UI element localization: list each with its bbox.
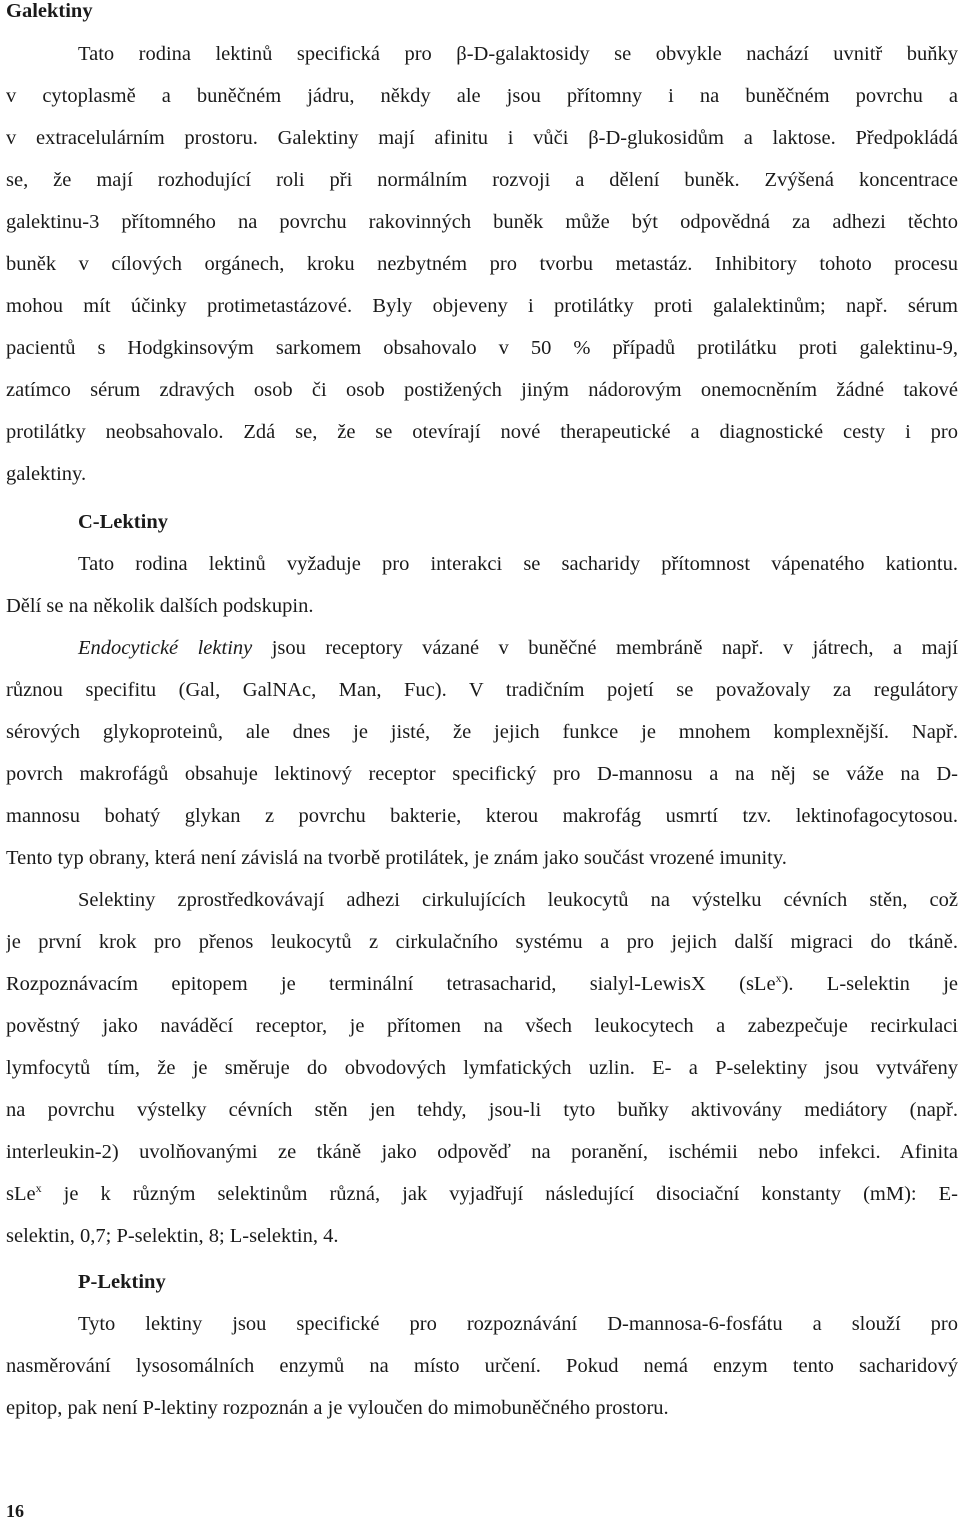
text-line: různou specifitu (Gal, GalNAc, Man, Fuc). V tradičním pojetí se považovaly za regulátory <box>6 679 958 701</box>
text-fragment: jsou receptory vázané v buněčné membráně např. v játrech, a mají <box>252 637 958 659</box>
text-fragment: Rozpoznávacím epitopem je terminální tetrasacharid, sialyl-LewisX (sLe <box>6 973 776 995</box>
paragraph-c-lektiny-intro <box>6 543 958 627</box>
heading-c-lektiny: C-Lektiny <box>78 511 168 533</box>
page-number: 16 <box>6 1501 24 1521</box>
text-line: galektinu-3 přítomného na povrchu rakovinných buněk může být odpovědná za adhezi těchto <box>6 211 958 233</box>
text-fragment: je k různým selektinům různá, jak vyjadřují následující disociační konstanty (mM): E- <box>41 1183 958 1205</box>
text-line: Selektiny zprostředkovávají adhezi cirkulujících leukocytů na výstelku cévních stěn, což <box>78 889 958 911</box>
text-line: povrch makrofágů obsahuje lektinový receptor specifický pro D-mannosu a na něj se váže na D- <box>6 763 958 785</box>
text-line: v extracelulárním prostoru. Galektiny mají afinitu i vůči β-D-glukosidům a laktose. Předpokládá <box>6 127 958 149</box>
text-line: Tyto lektiny jsou specifické pro rozpoznávání D-mannosa-6-fosfátu a slouží pro <box>78 1313 958 1335</box>
text-line: nasměrování lysosomálních enzymů na místo určení. Pokud nemá enzym tento sacharidový <box>6 1355 958 1377</box>
paragraph-galektiny <box>6 33 958 495</box>
text-line: sérových glykoproteinů, ale dnes je jisté, že jejich funkce je mnohem komplexnější. Např. <box>6 721 958 743</box>
text-line: mohou mít účinky protimetastázové. Byly objeveny i protilátky proti galalektinům; např. sérum <box>6 295 958 317</box>
paragraph-endocyticke-lektiny <box>6 627 958 879</box>
text-line: Dělí se na několik dalších podskupin. <box>6 595 314 617</box>
text-line: Tento typ obrany, která není závislá na tvorbě protilátek, je znám jako součást vrozené imunity. <box>6 847 787 869</box>
text-line: galektiny. <box>6 463 87 485</box>
text-line: mannosu bohatý glykan z povrchu bakterie, kterou makrofág usmrtí tzv. lektinofagocytosou. <box>6 805 958 827</box>
text-fragment: ). L-selektin je <box>781 973 958 995</box>
heading-galektiny: Galektiny <box>6 0 93 22</box>
superscript: x <box>775 971 782 986</box>
text-line: selektin, 0,7; P-selektin, 8; L-selektin, 4. <box>6 1225 339 1247</box>
text-line: epitop, pak není P-lektiny rozpoznán a je vyloučen do mimobuněčného prostoru. <box>6 1397 669 1419</box>
text-line: na povrchu výstelky cévních stěn jen tehdy, jsou-li tyto buňky aktivovány mediátory (např. <box>6 1099 958 1121</box>
text-line: se, že mají rozhodující roli při normálním rozvoji a dělení buněk. Zvýšená koncentrace <box>6 169 958 191</box>
text-line: buněk v cílových orgánech, kroku nezbytném pro tvorbu metastáz. Inhibitory tohoto procesu <box>6 253 958 275</box>
text-line <box>6 627 958 669</box>
text-line: interleukin-2) uvolňovanými ze tkáně jako odpověď na poranění, ischémii nebo infekci. Afinita <box>6 1141 958 1163</box>
text-line: je první krok pro přenos leukocytů z cirkulačního systému a pro jejich další migraci do tkáně. <box>6 931 958 953</box>
text-line: protilátky neobsahovalo. Zdá se, že se otevírají nové therapeutické a diagnostické cesty i pro <box>6 421 958 443</box>
paragraph-selektiny <box>6 879 958 1257</box>
heading-p-lektiny: P-Lektiny <box>78 1271 166 1293</box>
superscript: x <box>35 1181 42 1196</box>
text-line: Tato rodina lektinů vyžaduje pro interakci se sacharidy přítomnost vápenatého kationtu. <box>78 553 958 575</box>
text-line: pacientů s Hodgkinsovým sarkomem obsahovalo v 50 % případů protilátku proti galektinu-9, <box>6 337 958 359</box>
text-line <box>6 1173 958 1215</box>
text-line: zatímco sérum zdravých osob či osob postižených jiným nádorovým onemocněním žádné takové <box>6 379 958 401</box>
text-line <box>6 963 958 1005</box>
text-line: pověstný jako naváděcí receptor, je přítomen na všech leukocytech a zabezpečuje recirkulaci <box>6 1015 958 1037</box>
text-line: v cytoplasmě a buněčném jádru, někdy ale jsou přítomny i na buněčném povrchu a <box>6 85 958 107</box>
text-fragment: sLe <box>6 1183 36 1205</box>
paragraph-p-lektiny <box>6 1303 958 1429</box>
term-endocyticke-lektiny: Endocytické lektiny <box>78 637 253 659</box>
text-line: lymfocytů tím, že je směruje do obvodových lymfatických uzlin. E- a P-selektiny jsou vytvářeny <box>6 1057 958 1079</box>
text-line: Tato rodina lektinů specifická pro β-D-galaktosidy se obvykle nachází uvnitř buňky <box>78 43 958 65</box>
